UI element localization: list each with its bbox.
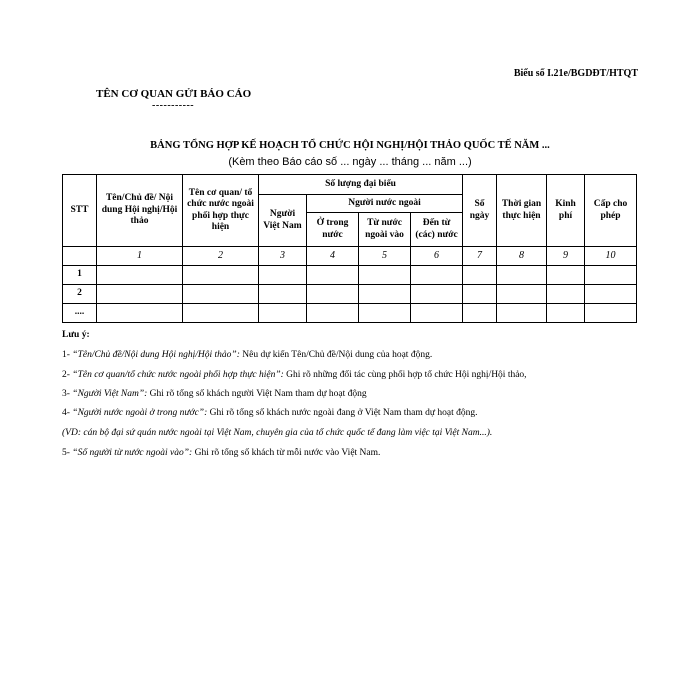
note-number: 4- bbox=[62, 408, 73, 418]
row-number: 1 bbox=[63, 266, 97, 285]
index-cell: 3 bbox=[259, 247, 307, 266]
header-from-abroad: Từ nước ngoài vào bbox=[359, 213, 411, 247]
note-2 bbox=[62, 370, 527, 380]
table-cell bbox=[497, 285, 547, 304]
index-cell bbox=[63, 247, 97, 266]
table-cell bbox=[463, 285, 497, 304]
plan-table bbox=[62, 174, 637, 323]
table-cell bbox=[307, 304, 359, 323]
table-row bbox=[63, 266, 637, 285]
index-cell: 6 bbox=[411, 247, 463, 266]
note-number: 1- bbox=[62, 350, 73, 360]
note-text: Ghi rõ những đối tác cùng phối hợp tổ chức Hội nghị/Hội thảo, bbox=[283, 370, 527, 380]
row-number: 2 bbox=[63, 285, 97, 304]
column-index-row bbox=[63, 247, 637, 266]
note-term: “Số người từ nước ngoài vào”: bbox=[72, 448, 193, 458]
header-budget: Kinh phí bbox=[547, 175, 585, 247]
table-cell bbox=[463, 304, 497, 323]
table-cell bbox=[585, 266, 637, 285]
document-subtitle: (Kèm theo Báo cáo số ... ngày ... tháng ... năm ...) bbox=[228, 156, 472, 168]
table-cell bbox=[97, 266, 183, 285]
table-cell bbox=[585, 304, 637, 323]
note-4 bbox=[62, 408, 478, 418]
table-cell bbox=[359, 304, 411, 323]
table-cell bbox=[411, 304, 463, 323]
index-cell: 2 bbox=[183, 247, 259, 266]
header-days: Số ngày bbox=[463, 175, 497, 247]
table-cell bbox=[411, 285, 463, 304]
header-permit: Cấp cho phép bbox=[585, 175, 637, 247]
table-cell bbox=[547, 285, 585, 304]
agency-underline: ----------- bbox=[152, 100, 195, 111]
note-5 bbox=[62, 448, 380, 458]
header-in-country: Ở trong nước bbox=[307, 213, 359, 247]
index-cell: 4 bbox=[307, 247, 359, 266]
document-title: BẢNG TỔNG HỢP KẾ HOẠCH TỔ CHỨC HỘI NGHỊ/HỘI THẢO QUỐC TẾ NĂM ... bbox=[150, 140, 550, 151]
table-cell bbox=[97, 285, 183, 304]
note-text: Ghi rõ tổng số khách nước ngoài đang ở Việt Nam tham dự hoạt động. bbox=[207, 408, 478, 418]
table-cell bbox=[359, 285, 411, 304]
index-cell: 9 bbox=[547, 247, 585, 266]
table-cell bbox=[497, 266, 547, 285]
table-cell bbox=[97, 304, 183, 323]
note-number: 3- bbox=[62, 389, 73, 399]
sender-agency: TÊN CƠ QUAN GỬI BÁO CÁO bbox=[96, 88, 252, 100]
header-vietnamese: Người Việt Nam bbox=[259, 195, 307, 247]
table-cell bbox=[359, 266, 411, 285]
table-cell bbox=[585, 285, 637, 304]
row-number: .... bbox=[63, 304, 97, 323]
index-cell: 1 bbox=[97, 247, 183, 266]
header-foreigners-group: Người nước ngoài bbox=[307, 195, 463, 213]
index-cell: 7 bbox=[463, 247, 497, 266]
header-partner: Tên cơ quan/ tổ chức nước ngoài phối hợp thực hiện bbox=[183, 175, 259, 247]
header-time: Thời gian thực hiện bbox=[497, 175, 547, 247]
note-text: Ghi rõ tổng số khách từ mỗi nước vào Việt Nam. bbox=[192, 448, 381, 458]
note-3 bbox=[62, 389, 367, 399]
note-number: 2- bbox=[62, 370, 73, 380]
notes-heading: Lưu ý: bbox=[62, 330, 90, 340]
table-cell bbox=[183, 266, 259, 285]
header-stt: STT bbox=[63, 175, 97, 247]
table-row bbox=[63, 285, 637, 304]
table-cell bbox=[259, 285, 307, 304]
table-cell bbox=[547, 266, 585, 285]
note-term: “Người nước ngoài ở trong nước”: bbox=[72, 408, 208, 418]
table-cell bbox=[183, 304, 259, 323]
header-countries: Đến từ (các) nước bbox=[411, 213, 463, 247]
note-1 bbox=[62, 350, 432, 360]
table-cell bbox=[411, 266, 463, 285]
header-delegates-group: Số lượng đại biểu bbox=[259, 175, 463, 195]
note-4-example: (VD: cán bộ đại sứ quán nước ngoài tại Việt Nam, chuyên gia của tổ chức quốc tế đang làm việc tại Việt Nam...). bbox=[62, 428, 493, 438]
note-term: “Tên cơ quan/tổ chức nước ngoài phối hợp thực hiện”: bbox=[72, 370, 284, 380]
table-cell bbox=[547, 304, 585, 323]
note-text: Ghi rõ tổng số khách người Việt Nam tham dự hoạt động bbox=[147, 389, 367, 399]
form-code: Biểu số I.21e/BGDĐT/HTQT bbox=[513, 68, 638, 79]
table-cell bbox=[307, 266, 359, 285]
table-cell bbox=[307, 285, 359, 304]
note-term: “Tên/Chủ đề/Nội dung Hội nghị/Hội thảo”: bbox=[72, 350, 240, 360]
note-text: Nêu dự kiến Tên/Chủ đề/Nội dung của hoạt động. bbox=[239, 350, 433, 360]
table-cell bbox=[183, 285, 259, 304]
index-cell: 5 bbox=[359, 247, 411, 266]
table-row bbox=[63, 304, 637, 323]
note-number: 5- bbox=[62, 448, 73, 458]
index-cell: 10 bbox=[585, 247, 637, 266]
table-cell bbox=[259, 304, 307, 323]
header-name: Tên/Chủ đề/ Nội dung Hội nghị/Hội thảo bbox=[97, 175, 183, 247]
index-cell: 8 bbox=[497, 247, 547, 266]
table-cell bbox=[463, 266, 497, 285]
table-cell bbox=[259, 266, 307, 285]
note-term: “Người Việt Nam”: bbox=[72, 389, 148, 399]
table-cell bbox=[497, 304, 547, 323]
